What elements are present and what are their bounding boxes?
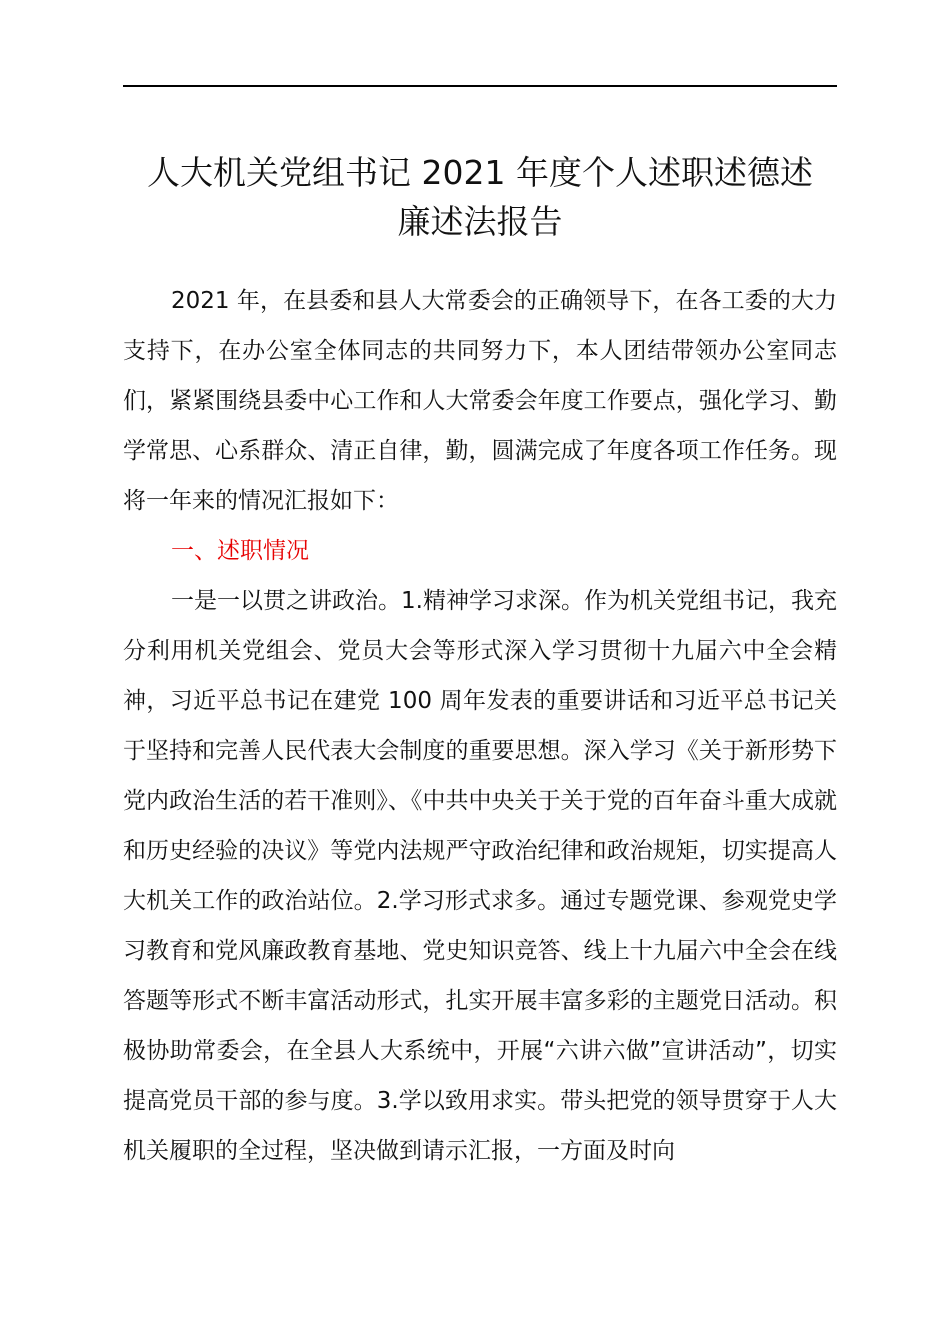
- section-heading-shuzhi: 一、述职情况: [171, 538, 309, 564]
- section-1-paragraph: 一是一以贯之讲政治。1.精神学习求深。作为机关党组书记，我充分利用机关党组会、党员大会等形式深入学习贯彻十九届六中全会精神，习近平总书记在建党 100 周年发表的重要讲话和习近平总书记关于坚持和完善人民代表大会制度的重要思想。深入学习《关于新形势下党内政治生活的若干准则》、《中共中央关于关于党的百年奋斗重大成就和历史经验的决议》等党内法规严守政治纪律和政治规矩，切实提高人大机关工作的政治站位。2.学习形式求多。通过专题党课、参观党史学习教育和党风廉政教育基地、党史知识竞答、线上十九届六中全会在线答题等形式不断丰富活动形式，扎实开展丰富多彩的主题党日活动。积极协助常委会，在全县人大系统中，开展“六讲六做”宣讲活动”，切实提高党员干部的参与度。3.学以致用求实。带头把党的领导贯穿于人大机关履职的全过程，坚决做到请示汇报，一方面及时向: [123, 588, 837, 1164]
- header-rule: [123, 85, 837, 87]
- intro-paragraph: 2021 年，在县委和县人大常委会的正确领导下，在各工委的大力支持下，在办公室全体同志的共同努力下，本人团结带领办公室同志们，紧紧围绕县委中心工作和人大常委会年度工作要点，强化学习、勤学常思、心系群众、清正自律，勤，圆满完成了年度各项工作任务。现将一年来的情况汇报如下：: [123, 288, 837, 514]
- document-body: [123, 276, 837, 1176]
- title-line-1: 人大机关党组书记 2021 年度个人述职述德述: [147, 153, 813, 192]
- title-line-2: 廉述法报告: [397, 202, 563, 241]
- document-title: [100, 148, 860, 246]
